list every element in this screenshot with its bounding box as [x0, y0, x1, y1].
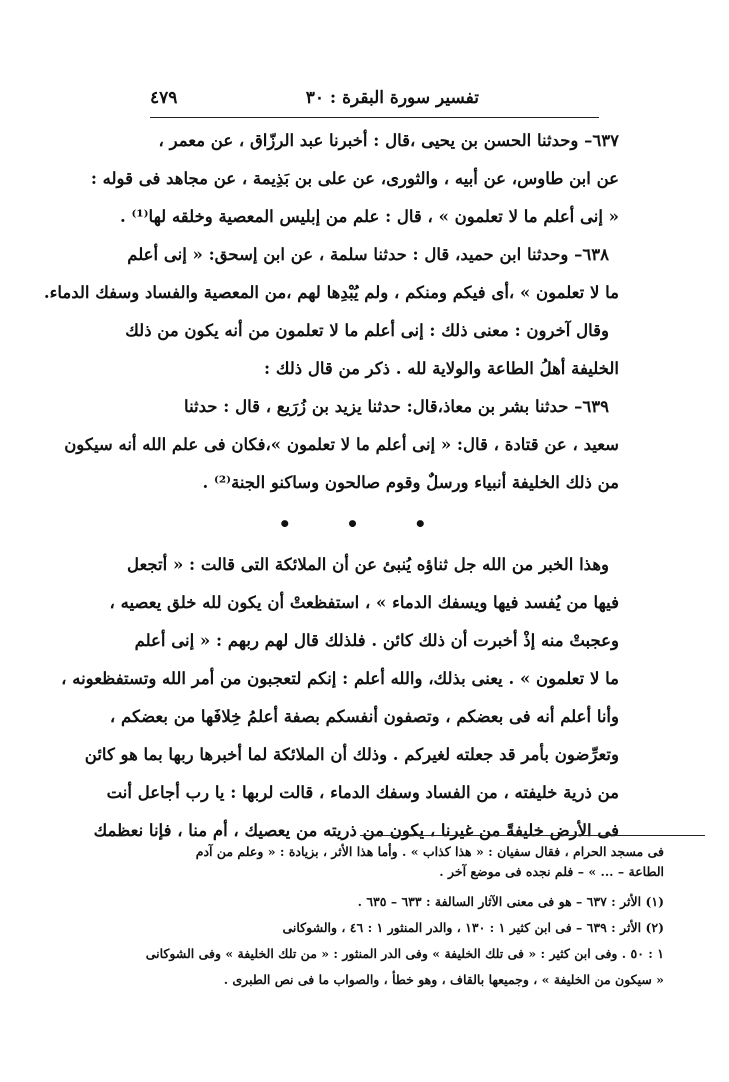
footnotes [75, 842, 664, 990]
text-line: وتعرِّضون بأمر قد جعلته لغيركم . وذلك أن الملائكة لما أخبرها ربها بما هو كائن [84, 745, 619, 764]
text-line: « إنى أعلم ما لا تعلمون » ، قال : علم من إبليس المعصية وخلقه لها⁽¹⁾ . [119, 207, 619, 226]
text-line: الخليفة أهلُ الطاعة والولاية لله . ذكر من قال ذلك : [264, 359, 619, 378]
text-line: وأنا أعلم أنه فى بعضكم ، وتصفون أنفسكم بصفة أعلمُ خِلافَها من بعضكم ، [109, 707, 619, 726]
text-line: وهذا الخبر من الله جل ثناؤه يُنبئ عن أن الملائكة التى قالت : « أتجعل [126, 555, 609, 574]
main-text [43, 122, 619, 850]
running-title: تفسير سورة البقرة : ٣٠ [305, 88, 479, 108]
text-line: ما لا تعلمون » . يعنى بذلك، والله أعلم : إنكم لتعجبون من أمر الله وتستفظعونه ، [61, 669, 619, 688]
footnote-line: ١ : ٥٠ . وفى ابن كثير : « فى تلك الخليفة » وفى الدر المنثور : « من تلك الخليفة » وفى الشوكانى [145, 946, 664, 961]
text-line: من ذرية خليفته ، من الفساد وسفك الدماء ، قالت لربها : يا رب أجاعل أنت [106, 783, 619, 802]
text-line: من ذلك الخليفة أنبياء ورسلٌ وقوم صالحون وساكنو الجنة⁽²⁾ . [202, 473, 619, 492]
footnote-line: الطاعة – ... » – فلم نجده فى موضع آخر . [439, 864, 664, 879]
text-line: سعيد ، عن قتادة ، قال: « إنى أعلم ما لا تعلمون »،فكان فى علم الله أنه سيكون [64, 435, 619, 454]
footnote-line: فى مسجد الحرام ، فقال سفيان : « هذا كذاب » . وأما هذا الأثر ، بزيادة : « وعلم من آدم [195, 844, 664, 859]
page-number: ٤٧٩ [150, 88, 178, 108]
text-line: ما لا تعلمون » ،أى فيكم ومنكم ، ولم يُبْدِها لهم ،من المعصية والفساد وسفك الدماء. [43, 283, 619, 302]
footnote-line: (٢) الأثر : ٦٣٩ – فى ابن كثير ١ : ١٣٠ ، والدر المنثور ١ : ٤٦ ، والشوكانى [282, 920, 664, 935]
text-line: ٦٣٩– حدثنا بشر بن معاذ،قال: حدثنا يزيد بن زُرَيع ، قال : حدثنا [184, 397, 609, 416]
footnote-line: « سيكون من الخليفة » ، وجميعها بالقاف ، وهو خطأ ، والصواب ما فى نص الطبرى . [223, 972, 664, 987]
text-line: ٦٣٨– وحدثنا ابن حميد، قال : حدثنا سلمة ، عن ابن إسحق: « إنى أعلم [127, 245, 609, 264]
text-line: فيها من يُفسد فيها ويسفك الدماء » ، استفظعتْ أن يكون لله خلق يعصيه ، [109, 593, 619, 612]
text-line: فى الأرض خليفةً من غيرنا ، يكون من ذريته من يعصيك ، أم منا ، فإنا نعظمك [93, 821, 619, 840]
page-header [150, 88, 599, 114]
text-line: وعجبتْ منه إذْ أخبرت أن ذلك كائن . فلذلك قال لهم ربهم : « إنى أعلم [134, 631, 619, 650]
section-separator: • • • [278, 512, 451, 536]
footnote-rule [360, 835, 705, 836]
footnote-line: (١) الأثر : ٦٣٧ – هو فى معنى الآثار السالفة : ٦٣٣ – ٦٣٥ . [357, 894, 664, 909]
text-line: ٦٣٧– وحدثنا الحسن بن يحيى ،قال : أخبرنا عبد الرزّاق ، عن معمر ، [158, 131, 619, 150]
text-line: وقال آخرون : معنى ذلك : إنى أعلم ما لا تعلمون من أنه يكون من ذلك [125, 321, 609, 340]
header-rule [150, 117, 599, 118]
text-line: عن ابن طاوس، عن أبيه ، والثورى، عن على بن بَذِيمة ، عن مجاهد فى قوله : [90, 169, 619, 188]
